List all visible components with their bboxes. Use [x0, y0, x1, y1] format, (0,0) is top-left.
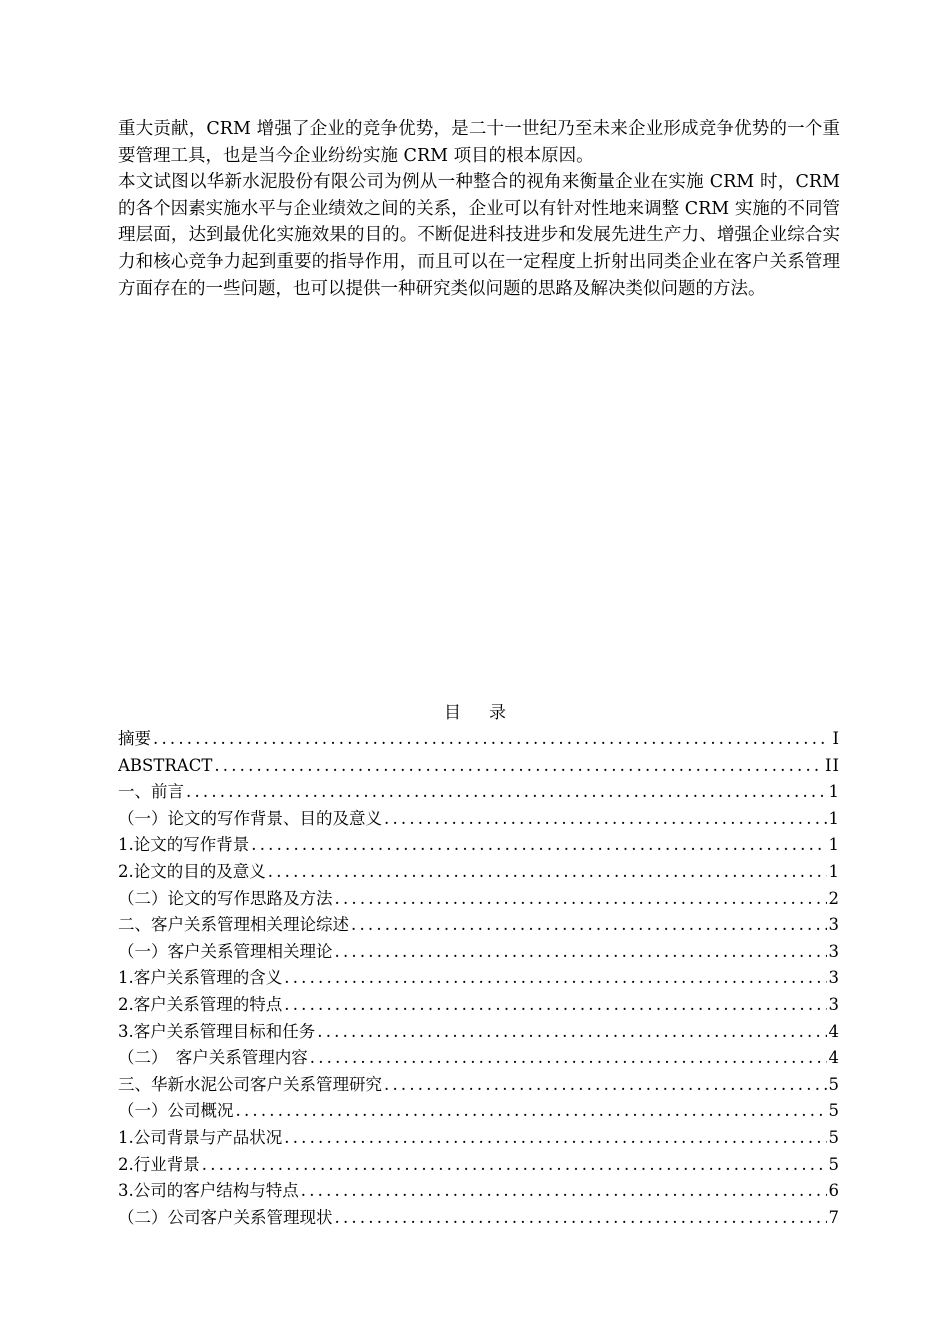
toc-entry-label: 1.论文的写作背景 [118, 835, 250, 855]
paragraph-2: 本文试图以华新水泥股份有限公司为例从一种整合的视角来衡量企业在实施 CRM 时，CRM 的各个因素实施水平与企业绩效之间的关系，企业可以有针对性地来调整 CRM 实施的不同管理层面，达到最优化实施效果的目的。不断促进科技进步和发展先进生产力、增强企业综合实力和核心竞争力起到重要的指导作用，而且可以在一定程度上折射出同类企业在客户关系管理方面存在的一些问题，也可以提供一种研究类似问题的思路及解决类似问题的方法。 [118, 172, 840, 299]
toc-entry[interactable] [118, 1152, 840, 1179]
toc-entry-page: 6 [828, 1181, 840, 1201]
toc-entry[interactable] [118, 965, 840, 992]
toc-leader-dots [351, 912, 827, 939]
toc-entry-page: 5 [828, 1127, 840, 1147]
toc-leader-dots [186, 779, 827, 806]
toc-entry-label: 二、客户关系管理相关理论综述 [118, 915, 349, 935]
toc-entry-label: 3.客户关系管理目标和任务 [118, 1021, 316, 1041]
toc-entry-page: 3 [828, 915, 840, 935]
toc-entry-page: 3 [828, 968, 840, 988]
toc-entry-page: 4 [828, 1021, 840, 1041]
toc-entry-page: I [832, 729, 840, 748]
toc-entry-label: 2.客户关系管理的特点 [118, 994, 283, 1014]
body-text [118, 116, 840, 302]
toc-entry[interactable] [118, 1098, 840, 1125]
toc-entry-label: （二）论文的写作思路及方法 [118, 888, 333, 908]
toc-leader-dots [301, 1178, 827, 1205]
toc-entry-label: 2.行业背景 [118, 1154, 200, 1174]
toc-entry-page: 4 [828, 1048, 840, 1068]
toc-entry-label: （二）公司客户关系管理现状 [118, 1207, 333, 1227]
toc-entry-page: 5 [828, 1101, 840, 1121]
toc-entry-label: （一）公司概况 [118, 1101, 234, 1121]
toc-entry-page: 1 [828, 835, 840, 855]
toc-title: 目录 [444, 703, 534, 723]
toc-leader-dots [384, 1072, 827, 1099]
toc-entry[interactable] [118, 806, 840, 833]
toc-entry-page: 1 [828, 808, 840, 828]
toc-leader-dots [284, 965, 826, 992]
toc-entry-label: （一）客户关系管理相关理论 [118, 941, 333, 961]
toc-entry-page: 5 [828, 1154, 840, 1174]
toc-entry[interactable] [118, 939, 840, 966]
toc-entry-page: 5 [828, 1074, 840, 1094]
toc-entry-label: 一、前言 [118, 782, 184, 802]
toc-leader-dots [317, 1019, 826, 1046]
toc-leader-dots [384, 806, 827, 833]
toc-entry[interactable] [118, 992, 840, 1019]
toc-entry[interactable] [118, 779, 840, 806]
toc-leader-dots [214, 753, 823, 780]
toc-leader-dots [284, 992, 826, 1019]
toc-entry[interactable] [118, 1045, 840, 1072]
toc-leader-dots [251, 832, 826, 859]
toc-entry[interactable] [118, 859, 840, 886]
toc-entry[interactable] [118, 886, 840, 913]
toc-entry-page: 2 [828, 888, 840, 908]
table-of-contents [118, 726, 840, 1231]
toc-entry-page: 3 [828, 941, 840, 961]
toc-entry[interactable] [118, 1205, 840, 1232]
toc-entry-label: 摘要 [118, 729, 151, 748]
toc-leader-dots [284, 1125, 826, 1152]
toc-entry-label: 3.公司的客户结构与特点 [118, 1181, 299, 1201]
toc-entry-page: 1 [828, 861, 840, 881]
toc-entry[interactable] [118, 726, 840, 753]
paragraph-1: 重大贡献，CRM 增强了企业的竞争优势，是二十一世纪乃至未来企业形成竞争优势的一个重要管理工具，也是当今企业纷纷实施 CRM 项目的根本原因。 [118, 119, 840, 166]
toc-entry-label: 2.论文的目的及意义 [118, 861, 266, 881]
toc-entry-page: 1 [828, 782, 840, 802]
toc-leader-dots [202, 1152, 827, 1179]
toc-entry-label: 1.公司背景与产品状况 [118, 1127, 283, 1147]
toc-entry-label: （一）论文的写作背景、目的及意义 [118, 808, 382, 828]
toc-leader-dots [310, 1045, 827, 1072]
toc-leader-dots [153, 726, 830, 753]
toc-leader-dots [335, 939, 827, 966]
toc-entry-label: 1.客户关系管理的含义 [118, 968, 283, 988]
toc-entry[interactable] [118, 1125, 840, 1152]
toc-entry[interactable] [118, 832, 840, 859]
toc-entry[interactable] [118, 1072, 840, 1099]
toc-entry-label: （二） 客户关系管理内容 [118, 1048, 308, 1068]
toc-entry-page: 7 [828, 1207, 840, 1227]
toc-entry-page: II [824, 755, 840, 775]
toc-entry-page: 3 [828, 994, 840, 1014]
toc-entry[interactable] [118, 1178, 840, 1205]
toc-entry-label: ABSTRACT [118, 755, 213, 775]
toc-leader-dots [335, 886, 827, 913]
toc-entry[interactable] [118, 753, 840, 780]
toc-leader-dots [236, 1098, 827, 1125]
toc-leader-dots [335, 1205, 827, 1232]
toc-leader-dots [268, 859, 827, 886]
toc-entry[interactable] [118, 1019, 840, 1046]
toc-entry[interactable] [118, 912, 840, 939]
toc-entry-label: 三、华新水泥公司客户关系管理研究 [118, 1074, 382, 1094]
